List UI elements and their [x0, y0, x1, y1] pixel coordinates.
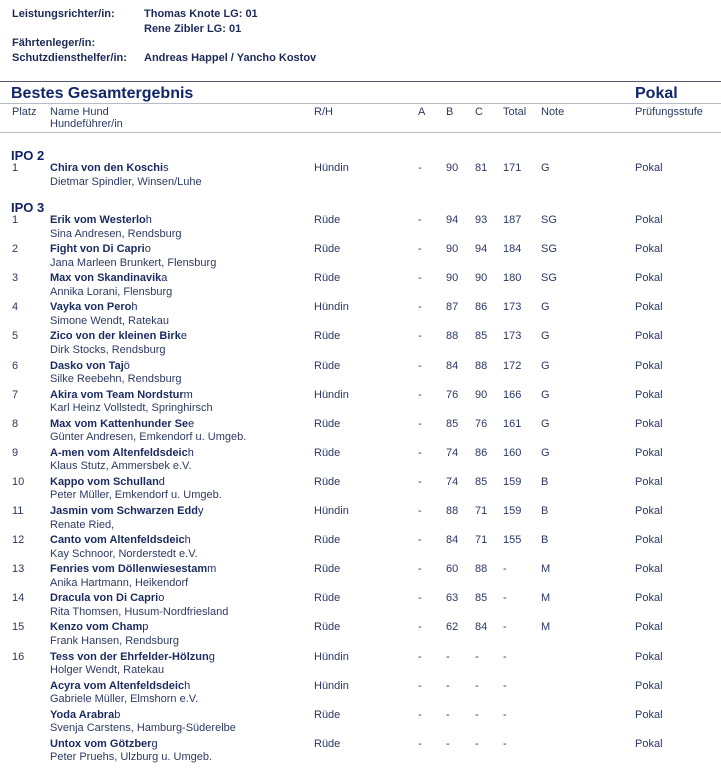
official-label: Fährtenleger/in:	[12, 37, 96, 49]
cell-total: 172	[503, 359, 522, 372]
official-row-judge-1	[12, 8, 712, 23]
cell-platz: 2	[12, 243, 19, 256]
cell-stufe: Pokal	[635, 388, 663, 401]
cell-platz: 10	[12, 475, 25, 488]
cell-rh: Rüde	[314, 475, 341, 488]
cell-b: 90	[446, 272, 459, 285]
cell-c: 88	[475, 359, 488, 372]
cell-name	[50, 680, 198, 706]
cell-name	[50, 389, 213, 415]
cell-b: -	[446, 708, 450, 721]
dog-name: A-men vom Altenfeldsdeic	[50, 446, 188, 459]
officials-block	[12, 8, 712, 66]
cell-rh: Hündin	[314, 679, 349, 692]
dog-name-tail: h	[145, 214, 152, 226]
handler-name: Peter Müller, Emkendorf u. Umgeb.	[50, 489, 222, 502]
cell-a: -	[418, 621, 422, 634]
result-row	[0, 243, 721, 272]
official-value: Rene Zibler LG: 01	[144, 22, 242, 35]
section-heading: IPO 3	[11, 200, 45, 215]
cell-c: 86	[475, 446, 488, 459]
dog-name-tail: o	[144, 243, 151, 256]
dog-name: Canto vom Altenfeldsdeic	[50, 534, 185, 547]
cell-rh: Rüde	[314, 272, 341, 285]
cell-name	[50, 738, 212, 764]
cell-b: -	[446, 737, 450, 750]
cell-c: 86	[475, 301, 488, 314]
cell-c: 85	[475, 475, 488, 488]
cell-c: -	[475, 737, 479, 750]
dog-name-tail: g	[208, 650, 215, 663]
result-row	[0, 709, 721, 738]
cell-a: -	[418, 708, 422, 721]
official-value: Andreas Happel / Yancho Kostov	[144, 51, 317, 64]
col-header-a: A	[418, 106, 426, 118]
cell-rh: Rüde	[314, 708, 341, 721]
cell-total: -	[503, 650, 507, 663]
cell-b: 74	[446, 475, 459, 488]
cell-total: -	[503, 708, 507, 721]
dog-name: Jasmin vom Schwarzen Edd	[50, 505, 198, 517]
handler-name: Silke Reebehn, Rendsburg	[50, 373, 182, 385]
cell-b: 94	[446, 214, 459, 226]
cell-name	[50, 563, 216, 589]
cell-stufe: Pokal	[635, 708, 663, 721]
cell-total: -	[503, 679, 507, 692]
cell-stufe: Pokal	[635, 243, 663, 256]
cell-note: G	[541, 417, 550, 430]
dog-name-tail: m	[183, 388, 193, 401]
dog-name: Yoda Arabra	[50, 708, 115, 721]
cell-a: -	[418, 592, 422, 605]
cell-note: M	[541, 621, 551, 634]
cell-stufe: Pokal	[635, 475, 663, 488]
official-row-helper	[12, 52, 712, 67]
cell-b: 88	[446, 330, 459, 343]
cell-stufe: Pokal	[635, 162, 663, 174]
cell-note: G	[541, 301, 550, 314]
cell-c: -	[475, 679, 479, 692]
cell-platz: 15	[12, 621, 25, 634]
result-row	[0, 621, 721, 650]
cell-b: 84	[446, 534, 459, 547]
col-header-platz: Platz	[12, 106, 37, 118]
cell-stufe: Pokal	[635, 301, 663, 314]
result-row	[0, 651, 721, 680]
cell-b: 63	[446, 592, 459, 605]
cell-a: -	[418, 446, 422, 459]
cell-stufe: Pokal	[635, 650, 663, 663]
cell-name	[50, 476, 222, 502]
cell-stufe: Pokal	[635, 272, 663, 285]
handler-name: Gabriele Müller, Elmshorn e.V.	[50, 693, 199, 706]
cell-note: G	[541, 330, 550, 343]
cell-note: G	[541, 388, 550, 401]
col-header-total: Total	[503, 106, 527, 118]
dog-name: Dasko von Taj	[50, 359, 124, 372]
cell-name	[50, 243, 216, 269]
cell-platz: 16	[12, 650, 25, 663]
dog-name-tail: s	[163, 162, 169, 174]
official-value: Thomas Knote LG: 01	[144, 8, 258, 20]
dog-name: Kappo vom Schullan	[50, 475, 159, 488]
official-label: Leistungsrichter/in:	[12, 8, 115, 20]
cell-rh: Hündin	[314, 162, 349, 174]
col-header-b: B	[446, 106, 454, 118]
cell-stufe: Pokal	[635, 214, 663, 226]
col-header-rh: R/H	[314, 106, 333, 118]
cell-a: -	[418, 214, 422, 226]
cell-name	[50, 330, 187, 356]
result-row	[0, 534, 721, 563]
col-header-note: Note	[541, 106, 565, 118]
cell-stufe: Pokal	[635, 534, 663, 547]
handler-name: Jana Marleen Brunkert, Flensburg	[50, 256, 217, 269]
cell-platz: 6	[12, 359, 19, 372]
cell-c: 84	[475, 621, 488, 634]
cell-rh: Rüde	[314, 330, 341, 343]
dog-name-tail: p	[142, 621, 149, 634]
cell-name	[50, 447, 194, 473]
cell-a: -	[418, 475, 422, 488]
dog-name: Zico von der kleinen Birk	[50, 330, 181, 343]
handler-name: Simone Wendt, Ratekau	[50, 314, 170, 327]
dog-name: Fenries vom Döllenwiesestam	[50, 563, 208, 576]
col-header-name: Name Hund	[50, 106, 109, 118]
cell-name	[50, 505, 203, 531]
cell-platz: 5	[12, 330, 19, 343]
cell-total: 160	[503, 446, 522, 459]
cell-name	[50, 651, 215, 677]
cell-name	[50, 621, 179, 647]
cell-rh: Rüde	[314, 737, 341, 750]
cell-stufe: Pokal	[635, 359, 663, 372]
cell-stufe: Pokal	[635, 330, 663, 343]
cell-c: 93	[475, 214, 488, 226]
result-row	[0, 214, 721, 243]
dog-name: Chira von den Koschi	[50, 162, 164, 174]
cell-c: 90	[475, 388, 488, 401]
dog-name-tail: g	[151, 737, 158, 750]
cell-note: G	[541, 446, 550, 459]
cell-a: -	[418, 162, 422, 174]
cell-name	[50, 360, 181, 386]
cell-platz: 3	[12, 272, 19, 285]
cell-note: B	[541, 505, 549, 517]
result-row	[0, 301, 721, 330]
divider	[0, 103, 721, 104]
cell-total: 171	[503, 162, 522, 174]
dog-name-tail: y	[197, 505, 204, 517]
cell-note: G	[541, 162, 550, 174]
handler-name: Klaus Stutz, Ammersbek e.V.	[50, 460, 192, 473]
cell-a: -	[418, 359, 422, 372]
cell-total: 173	[503, 330, 522, 343]
result-row	[0, 738, 721, 767]
cell-b: -	[446, 650, 450, 663]
cell-note: SG	[541, 214, 557, 226]
cell-a: -	[418, 330, 422, 343]
cell-stufe: Pokal	[635, 679, 663, 692]
cell-b: 60	[446, 563, 459, 576]
dog-name-tail: e	[188, 417, 195, 430]
cell-total: -	[503, 592, 507, 605]
cell-rh: Rüde	[314, 417, 341, 430]
cell-b: 87	[446, 301, 459, 314]
cell-b: 76	[446, 388, 459, 401]
cell-platz: 8	[12, 417, 19, 430]
handler-name: Peter Pruehs, Ulzburg u. Umgeb.	[50, 751, 213, 764]
cell-rh: Rüde	[314, 214, 341, 226]
cell-a: -	[418, 563, 422, 576]
cell-c: 90	[475, 272, 488, 285]
cell-platz: 11	[12, 505, 24, 517]
cell-total: 187	[503, 214, 522, 226]
dog-name-tail: b	[114, 708, 121, 721]
cell-b: 90	[446, 162, 459, 174]
cell-platz: 1	[12, 162, 19, 174]
cell-platz: 14	[12, 592, 25, 605]
handler-name: Anika Hartmann, Heikendorf	[50, 576, 189, 589]
dog-name: Acyra vom Altenfeldsdeic	[50, 679, 185, 692]
cell-name	[50, 592, 228, 618]
dog-name: Dracula von Di Capri	[50, 592, 159, 605]
cell-note: B	[541, 475, 549, 488]
cell-rh: Hündin	[314, 301, 349, 314]
cell-total: 166	[503, 388, 522, 401]
cell-b: 85	[446, 417, 459, 430]
cell-rh: Rüde	[314, 534, 341, 547]
cell-total: -	[503, 621, 507, 634]
cell-a: -	[418, 417, 422, 430]
handler-name: Dietmar Spindler, Winsen/Luhe	[50, 175, 202, 188]
official-label: Schutzdiensthelfer/in:	[12, 51, 127, 64]
cell-a: -	[418, 388, 422, 401]
cell-total: 180	[503, 272, 522, 285]
dog-name-tail: h	[184, 534, 191, 547]
handler-name: Kay Schnoor, Norderstedt e.V.	[50, 547, 198, 560]
cell-note: G	[541, 359, 550, 372]
dog-name: Max vom Kattenhunder Se	[50, 417, 189, 430]
cell-total: 173	[503, 301, 522, 314]
cell-rh: Rüde	[314, 563, 341, 576]
result-row	[0, 447, 721, 476]
cell-name	[50, 162, 202, 188]
dog-name-tail: o	[158, 592, 165, 605]
cell-stufe: Pokal	[635, 621, 663, 634]
cell-rh: Rüde	[314, 243, 341, 256]
col-header-handler: Hundeführer/in	[50, 118, 123, 130]
cell-stufe: Pokal	[635, 563, 663, 576]
cell-a: -	[418, 505, 422, 517]
cell-c: 88	[475, 563, 488, 576]
cell-rh: Hündin	[314, 505, 349, 517]
cell-name	[50, 272, 172, 298]
cell-a: -	[418, 679, 422, 692]
cell-a: -	[418, 650, 422, 663]
report-title: Bestes Gesamtergebnis	[11, 85, 194, 102]
col-header-c: C	[475, 106, 483, 118]
result-row	[0, 272, 721, 301]
result-row	[0, 505, 721, 534]
cell-note: M	[541, 592, 551, 605]
cell-b: -	[446, 679, 450, 692]
cell-stufe: Pokal	[635, 417, 663, 430]
cell-c: 94	[475, 243, 488, 256]
cell-name	[50, 214, 181, 240]
dog-name: Untox vom Götzber	[50, 737, 152, 750]
divider	[0, 81, 721, 82]
cell-a: -	[418, 534, 422, 547]
cell-a: -	[418, 243, 422, 256]
dog-name: Akira vom Team Nordstur	[50, 388, 184, 401]
official-row-judge-2	[12, 23, 712, 38]
handler-name: Günter Andresen, Emkendorf u. Umgeb.	[50, 431, 247, 444]
cell-platz: 13	[12, 563, 25, 576]
cell-c: 76	[475, 417, 488, 430]
cell-stufe: Pokal	[635, 737, 663, 750]
handler-name: Rita Thomsen, Husum-Nordfriesland	[50, 605, 229, 618]
cell-total: -	[503, 563, 507, 576]
cell-rh: Rüde	[314, 446, 341, 459]
cell-platz: 7	[12, 388, 19, 401]
dog-name-tail: e	[180, 330, 187, 343]
dog-name: Fight von Di Capri	[50, 243, 145, 256]
cell-name	[50, 301, 169, 327]
dog-name: Kenzo vom Cham	[50, 621, 143, 634]
col-header-stufe: Prüfungsstufe	[635, 106, 703, 118]
cell-total: 161	[503, 417, 522, 430]
result-row	[0, 360, 721, 389]
cell-platz: 9	[12, 446, 19, 459]
cell-rh: Rüde	[314, 592, 341, 605]
handler-name: Svenja Carstens, Hamburg-Süderelbe	[50, 722, 236, 735]
cell-stufe: Pokal	[635, 592, 663, 605]
cell-name	[50, 418, 246, 444]
result-row	[0, 680, 721, 709]
dog-name-tail: m	[207, 563, 217, 576]
dog-name-tail: a	[161, 272, 168, 285]
cell-c: 85	[475, 330, 488, 343]
section-heading: IPO 2	[11, 148, 45, 163]
cell-stufe: Pokal	[635, 505, 663, 517]
dog-name: Vayka von Pero	[50, 301, 132, 314]
cell-rh: Hündin	[314, 388, 349, 401]
cell-note: SG	[541, 272, 557, 285]
cell-total: 159	[503, 505, 522, 517]
cell-note: M	[541, 563, 551, 576]
cell-total: 184	[503, 243, 522, 256]
cell-c: -	[475, 708, 479, 721]
handler-name: Frank Hansen, Rendsburg	[50, 634, 180, 647]
handler-name: Sina Andresen, Rendsburg	[50, 227, 182, 240]
handler-name: Dirk Stocks, Rendsburg	[50, 343, 166, 356]
result-row	[0, 563, 721, 592]
dog-name-tail: d	[158, 475, 165, 488]
cell-name	[50, 709, 236, 735]
cell-note: SG	[541, 243, 557, 256]
cell-rh: Rüde	[314, 621, 341, 634]
cell-stufe: Pokal	[635, 446, 663, 459]
cell-platz: 12	[12, 534, 25, 547]
cell-platz: 4	[12, 301, 19, 314]
dog-name-tail: h	[184, 679, 191, 692]
result-row	[0, 592, 721, 621]
cell-rh: Rüde	[314, 359, 341, 372]
cell-c: 81	[475, 162, 488, 174]
dog-name-tail: h	[187, 446, 194, 459]
cell-platz: 1	[12, 214, 19, 226]
cell-b: 84	[446, 359, 459, 372]
cell-c: 71	[475, 534, 488, 547]
cell-c: -	[475, 650, 479, 663]
dog-name: Max von Skandinavik	[50, 272, 162, 285]
result-row	[0, 389, 721, 418]
cell-c: 71	[475, 505, 488, 517]
cell-b: 74	[446, 446, 459, 459]
report-category: Pokal	[635, 85, 678, 102]
cell-name	[50, 534, 198, 560]
result-row	[0, 418, 721, 447]
cell-b: 88	[446, 505, 459, 517]
official-row-tracklayer	[12, 37, 712, 52]
dog-name-tail: h	[131, 301, 138, 314]
cell-a: -	[418, 272, 422, 285]
cell-b: 62	[446, 621, 459, 634]
result-row	[0, 330, 721, 359]
divider	[0, 132, 721, 133]
cell-a: -	[418, 301, 422, 314]
handler-name: Karl Heinz Vollstedt, Springhirsch	[50, 402, 213, 415]
cell-c: 85	[475, 592, 488, 605]
cell-b: 90	[446, 243, 459, 256]
cell-total: 155	[503, 534, 522, 547]
cell-total: -	[503, 737, 507, 750]
handler-name: Annika Lorani, Flensburg	[50, 285, 173, 298]
result-row	[0, 476, 721, 505]
cell-a: -	[418, 737, 422, 750]
cell-rh: Hündin	[314, 650, 349, 663]
dog-name: Erik vom Westerlo	[50, 214, 146, 226]
cell-note: B	[541, 534, 549, 547]
dog-name-tail: ö	[123, 359, 130, 372]
result-row	[0, 162, 721, 191]
handler-name: Holger Wendt, Ratekau	[50, 664, 165, 676]
cell-total: 159	[503, 475, 522, 488]
handler-name: Renate Ried,	[50, 518, 115, 531]
dog-name: Tess von der Ehrfelder-Hölzun	[50, 650, 209, 663]
